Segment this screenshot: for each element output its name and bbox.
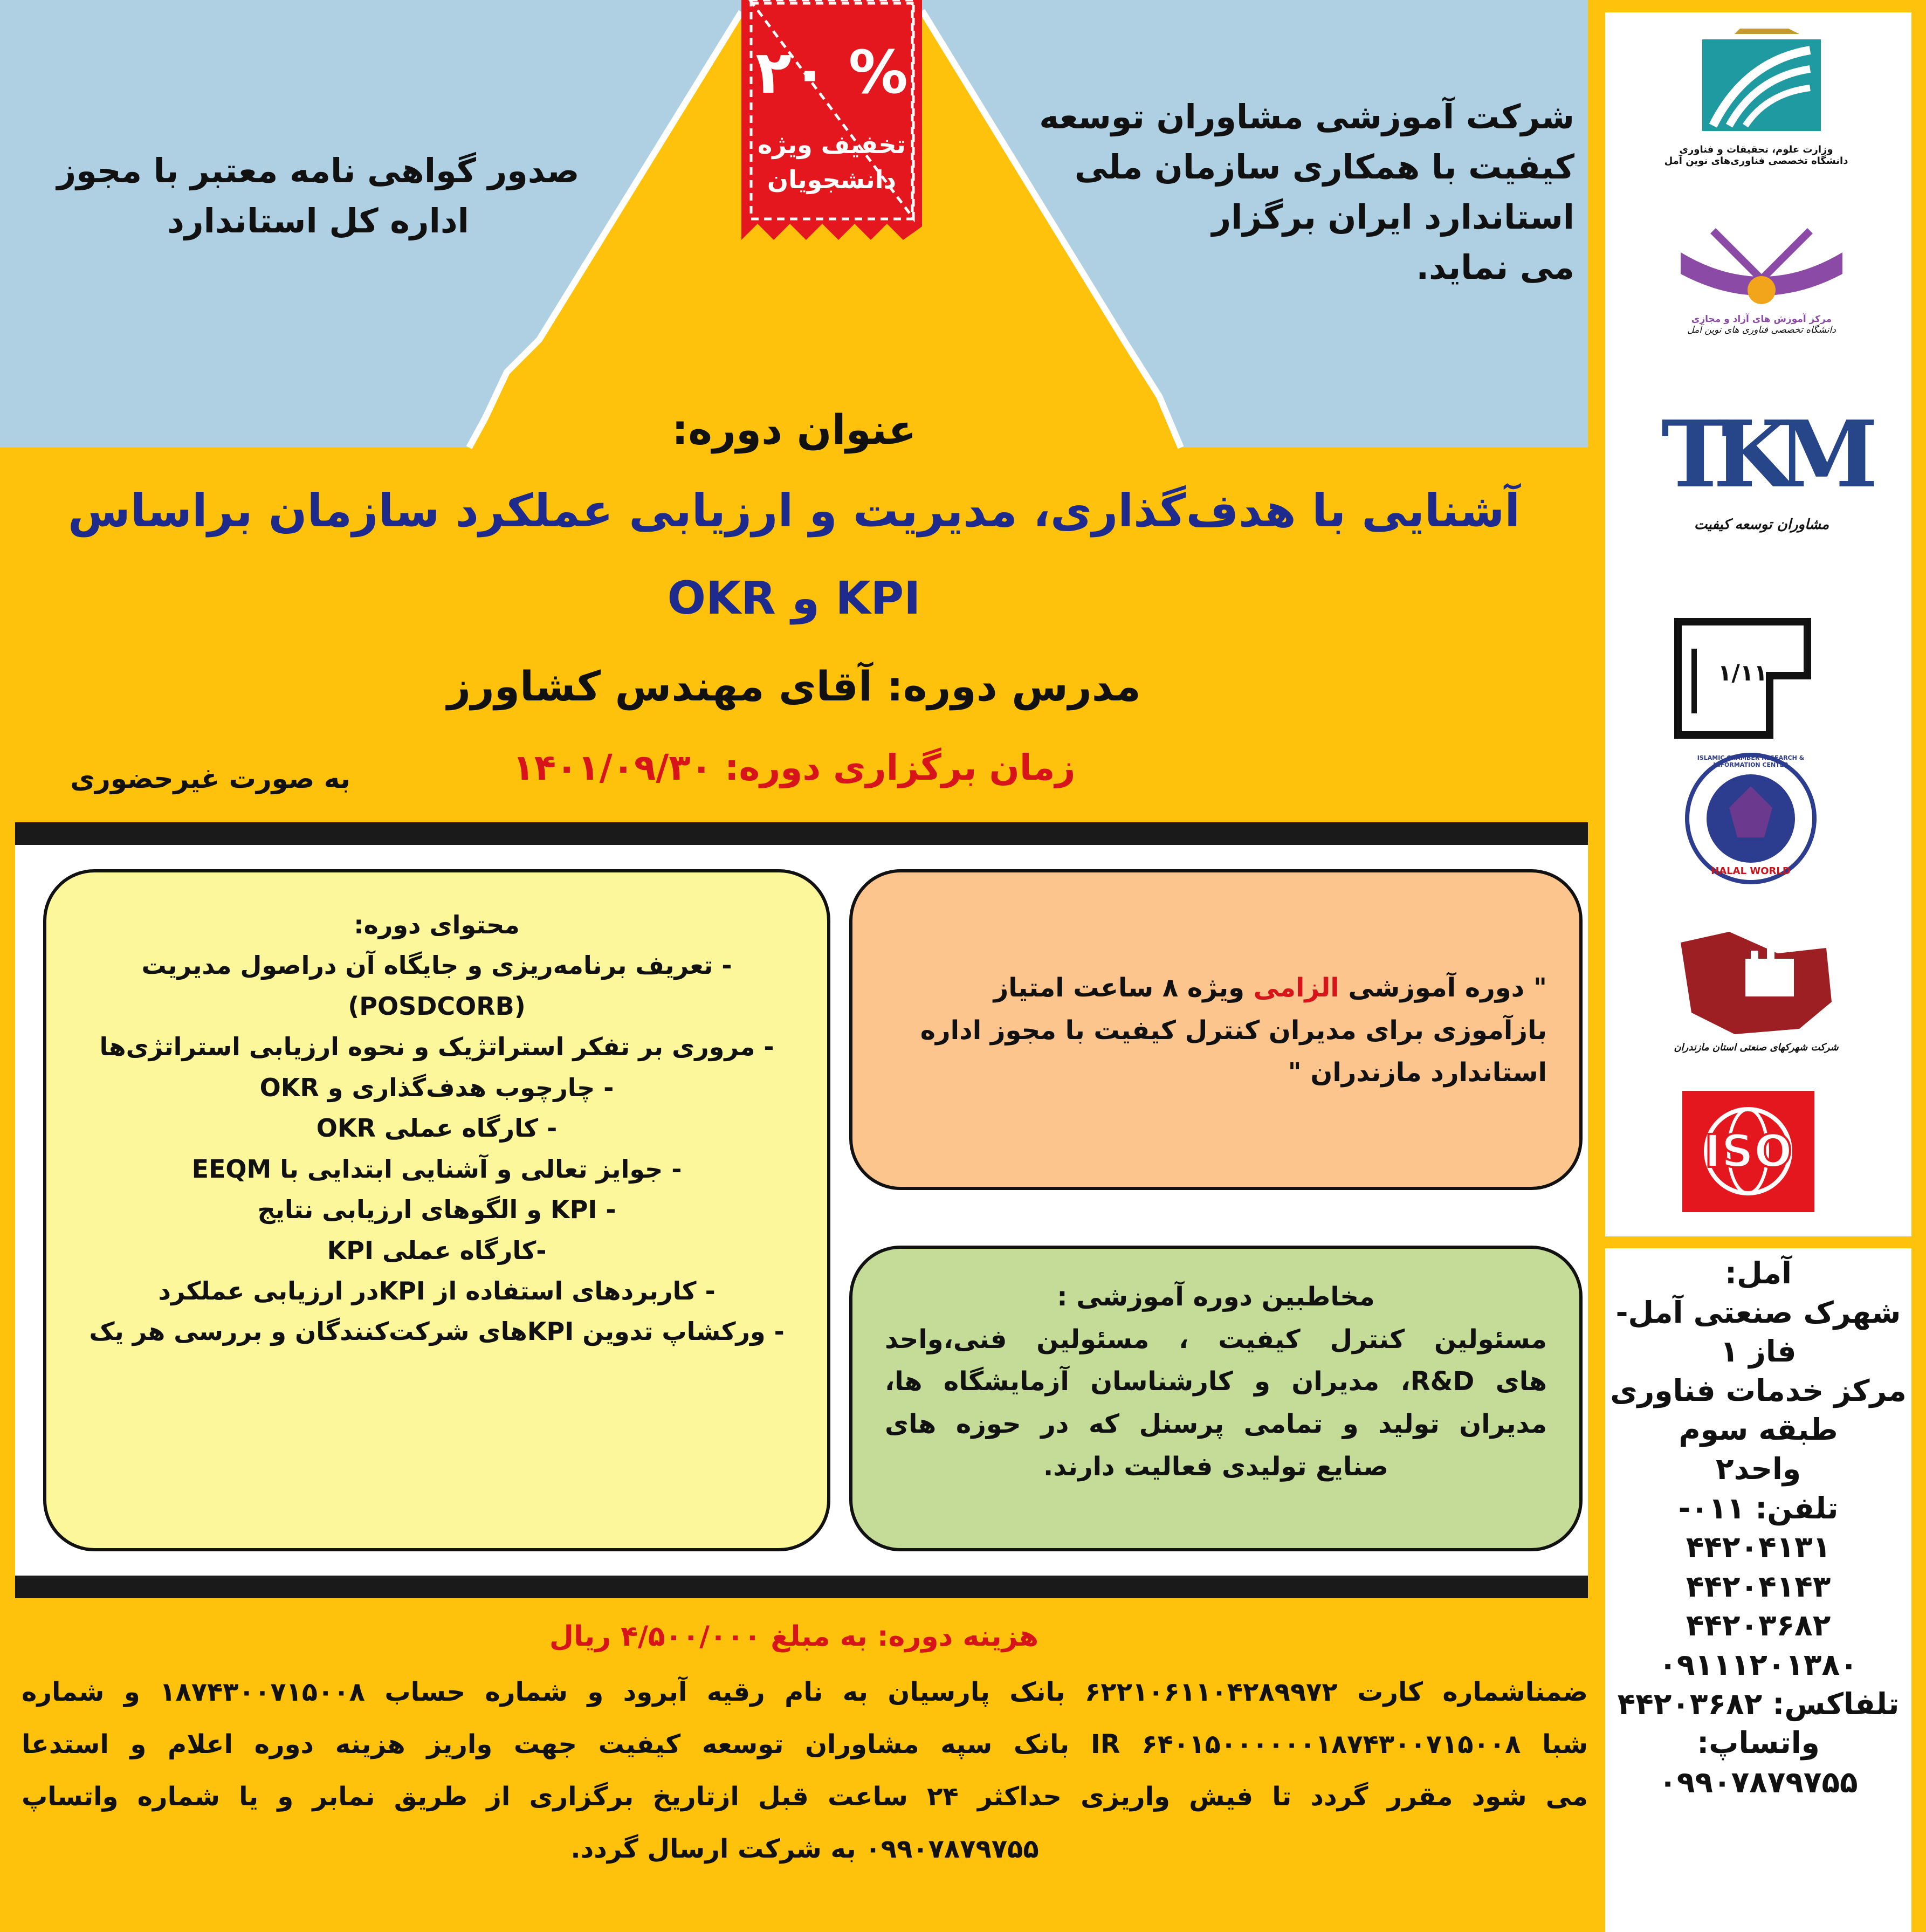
ministry-logo-line: دانشگاه تخصصی فناوری‌های نوین آمل <box>1664 155 1848 167</box>
address-line: طبقه سوم <box>1679 1412 1838 1447</box>
tkm-logo <box>1659 401 1864 587</box>
industrial-estates-logo <box>1670 921 1842 1072</box>
content-item: - ورکشاپ تدوین KPIهای شرکت‌کنندگان و بررسی هر یک <box>89 1317 785 1346</box>
content-item: - کارگاه عملی OKR <box>316 1113 558 1143</box>
certificate-line: اداره کل استاندارد <box>167 201 469 240</box>
tkm-logo-caption: مشاوران توسعه کیفیت <box>1694 517 1829 533</box>
audience-line: مدیران تولید و تمامی پرسنل که در حوزه های <box>885 1409 1547 1440</box>
fax-number: تلفاکس: ۴۴۲۰۳۶۸۲ <box>1617 1686 1900 1721</box>
content-item: - مروری بر تفکر استراتژیک و نحوه ارزیابی استراتژی‌ها <box>99 1032 774 1062</box>
education-center-logo-icon <box>1664 220 1859 312</box>
course-title-label: عنوان دوره: <box>671 405 917 453</box>
halal-logo-ring-text: ISLAMIC CHAMBER RESEARCH & INFORMATION CENTER <box>1697 754 1805 768</box>
audience-line: مسئولین کنترل کیفیت ، مسئولین فنی،واحد <box>885 1324 1547 1355</box>
organizer-line: کیفیت با همکاری سازمان ملی <box>1074 147 1574 187</box>
content-item: - KPI و الگوهای ارزیابی نتایج <box>257 1195 616 1225</box>
content-item: - کاربردهای استفاده از KPIدر ارزیابی عملکرد <box>158 1276 716 1305</box>
content-item: - تعریف برنامه‌ریزی و جایگاه آن دراصول مدیریت <box>141 951 732 980</box>
whatsapp-number: ۰۹۹۰۷۸۷۹۷۵۵ <box>1659 1764 1858 1799</box>
industrial-estates-logo-caption: شرکت شهرکهای صنعتی استان مازندران <box>1674 1042 1839 1053</box>
address-line: فاز ۱ <box>1720 1334 1797 1369</box>
standard-logo <box>1673 616 1813 740</box>
course-date: زمان برگزاری دوره: ۱۴۰۱/۰۹/۳۰ <box>512 747 1076 788</box>
badge-line2: دانشجویان <box>767 165 897 194</box>
audience-line: های R&D، مدیران و کارشناسان آزمایشگاه ها، <box>885 1366 1547 1397</box>
course-content-box <box>43 869 830 1551</box>
divider-bar-top <box>15 822 1588 845</box>
notice-line2: بازآموزی برای مدیران کنترل کیفیت با مجوز اداره <box>920 1015 1547 1046</box>
notice-highlight: الزامی <box>1253 973 1339 1003</box>
notice-part2: ویژه ۸ ساعت امتیاز <box>993 973 1254 1003</box>
industrial-estates-logo-icon <box>1670 921 1842 1040</box>
course-title-line2: OKR و KPI <box>667 572 921 624</box>
phone-label: تلفن: ۰۱۱- <box>1678 1490 1839 1525</box>
notice-line3: استاندارد مازندران " <box>1288 1057 1547 1088</box>
divider-bar-bottom <box>15 1576 1588 1598</box>
whatsapp-label: واتساپ: <box>1697 1725 1820 1761</box>
organizer-line: استاندارد ایران برگزار <box>1212 197 1574 237</box>
education-center-logo <box>1664 220 1859 382</box>
instructor: مدرس دوره: آقای مهندس کشاورز <box>447 662 1141 710</box>
notice-box <box>849 869 1583 1190</box>
organizer-line: می نماید. <box>1416 247 1574 287</box>
discount-badge <box>741 0 922 253</box>
phone-number: ۴۴۲۰۴۱۳۱ <box>1686 1530 1831 1565</box>
content-item: -کارگاه عملی KPI <box>327 1235 547 1265</box>
content-item: - جوایز تعالی و آشنایی ابتدایی با EEQM <box>191 1154 682 1184</box>
audience-heading: مخاطبین دوره آموزشی : <box>1057 1282 1375 1312</box>
audience-box <box>849 1246 1583 1551</box>
standard-logo-text: ۱/۱۱ <box>1717 659 1768 686</box>
audience-line: صنایع تولیدی فعالیت دارند. <box>1043 1451 1389 1482</box>
course-title-line1: آشنایی با هدف‌گذاری، مدیریت و ارزیابی عملکرد سازمان براساس <box>67 484 1521 537</box>
content-heading: محتوای دوره: <box>354 910 520 939</box>
address-column <box>1605 1248 1911 1932</box>
mobile-number: ۰۹۱۱۱۲۰۱۳۸۰ <box>1659 1647 1858 1682</box>
halal-logo <box>1683 751 1818 886</box>
ministry-logo <box>1648 18 1864 201</box>
address-line: واحد۲ <box>1715 1451 1801 1486</box>
certificate-line: صدور گواهی نامه معتبر با مجوز <box>57 151 580 190</box>
course-fee: هزینه دوره: به مبلغ ۴/۵۰۰/۰۰۰ ریال <box>549 1620 1039 1653</box>
payment-info <box>22 1666 1588 1875</box>
content-item: - چارچوب هدف‌گذاری و OKR <box>259 1072 614 1102</box>
education-center-logo-line: مرکز آموزش های آزاد و مجازی <box>1691 314 1832 325</box>
iso-logo-text: ISO <box>1704 1125 1793 1178</box>
iso-logo <box>1682 1091 1814 1212</box>
content-item: (POSDCORB) <box>348 991 526 1021</box>
badge-percent: ۲۰ % <box>755 38 908 107</box>
ministry-logo-line: وزارت علوم، تحقیقات و فناوری <box>1679 144 1833 155</box>
halal-logo-bottom-text: HALAL WORLD <box>1711 865 1791 877</box>
certificate-text <box>32 146 604 246</box>
address-line: آمل: <box>1725 1256 1792 1290</box>
course-mode: به صورت غیرحضوری <box>70 763 350 794</box>
phone-number: ۴۴۲۰۴۱۴۳ <box>1686 1569 1831 1604</box>
ministry-logo-icon <box>1648 18 1864 142</box>
payment-line: می شود مقرر گردد تا فیش واریزی حداکثر ۲۴ ساعت قبل ازتاریخ برگزاری از طریق نمابر و یا شماره واتساپ <box>22 1781 1588 1812</box>
organizer-line: شرکت آموزشی مشاوران توسعه <box>1039 97 1574 136</box>
badge-line1: تخفیف ویژه <box>758 130 906 159</box>
tkm-logo-letters: TKM <box>1661 401 1862 508</box>
phone-number: ۴۴۲۰۳۶۸۲ <box>1686 1608 1831 1643</box>
address-line: شهرک صنعتی آمل- <box>1615 1295 1901 1330</box>
payment-line: شبا IR ۶۴۰۱۵۰۰۰۰۰۰۱۸۷۴۳۰۰۷۱۵۰۰۸ بانک سپه مشاوران توسعه کیفیت جهت واریز هزینه دوره اعلام و استدعا <box>22 1729 1588 1759</box>
notice-part1: " دوره آموزشی <box>1339 973 1547 1003</box>
organizer-text <box>1024 92 1574 292</box>
payment-line: ضمناشماره کارت ۶۲۲۱۰۶۱۱۰۴۲۸۹۹۷۲ بانک پارسیان به نام رقیه آبرود و شماره حساب ۱۸۷۴۳۰۰۷۱۵۰۰۸ و شماره <box>22 1677 1588 1707</box>
address-line: مرکز خدمات فناوری <box>1610 1373 1907 1408</box>
logo-column <box>1605 12 1911 1236</box>
education-center-logo-line: دانشگاه تخصصی فناوری های نوین آمل <box>1687 325 1836 335</box>
payment-line: ۰۹۹۰۷۸۷۹۷۵۵ به شرکت ارسال گردد. <box>570 1833 1039 1864</box>
